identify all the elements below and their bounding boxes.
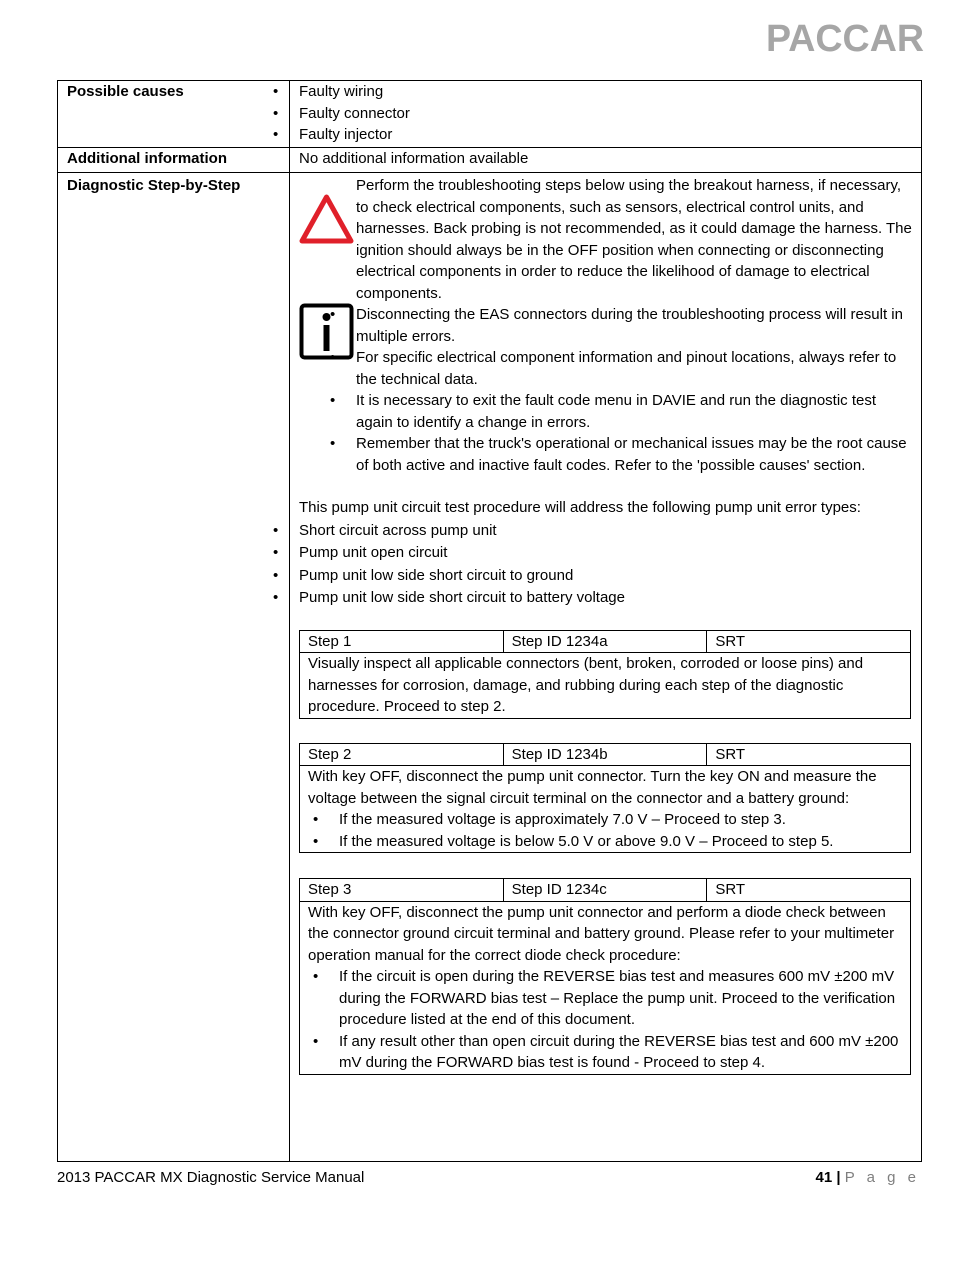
list-item: • Pump unit low side short circuit to battery voltage [299,587,912,610]
footer-manual-title: 2013 PACCAR MX Diagnostic Service Manual [57,1169,365,1186]
list-item: • Faulty injector [299,124,912,146]
step-id: Step ID 1234b [503,743,707,766]
error-types-list [299,520,912,610]
list-item: • For specific electrical component information and pinout locations, always refer to the technical data. [356,347,912,390]
step-id: Step ID 1234c [503,879,707,902]
diagnostic-step-label: Diagnostic Step-by-Step [58,173,290,1162]
page-separator: | [836,1169,841,1186]
step-number: Step 2 [300,743,504,766]
list-item: • It is necessary to exit the fault code menu in DAVIE and run the diagnostic test again to identify a change in errors. [356,390,912,433]
additional-information-value: No additional information available [290,148,922,173]
step-text: With key OFF, disconnect the pump unit connector and perform a diode check between the connector ground circuit terminal and battery ground. Please refer to your multimeter operation manual for the correct diode check procedure: [308,903,895,964]
list-item: • If the measured voltage is below 5.0 V or above 9.0 V – Proceed to step 5. [339,831,902,853]
step-srt: SRT [707,879,911,902]
step-srt: SRT [707,743,911,766]
step-srt: SRT [707,630,911,653]
step-3-table [299,878,911,1075]
list-item: • If the circuit is open during the REVERSE bias test and measures 600 mV ±200 mV during the FORWARD bias test – Replace the pump unit. Proceed to the verification procedure listed at the end of this document. [339,966,902,1031]
paccar-logo [766,18,924,56]
additional-information-label: Additional information [58,148,290,173]
page-footer [57,1167,920,1189]
step-1-table [299,630,911,719]
step-bullets [308,966,902,1074]
warning-text: Perform the troubleshooting steps below using the breakout harness, if necessary, to check electrical components, such as sensors, electrical control units, and harnesses. Back probing is not recommended, as it could damage the harness. The ignition should always be in the OFF position when connecting or disconnecting electrical components in order to reduce the likelihood of damage to electrical components. [356,177,912,302]
page-word: P a g e [844,1169,920,1186]
warning-triangle-icon [299,193,354,245]
list-item: • Pump unit open circuit [299,542,912,565]
list-item: • Disconnecting the EAS connectors during the troubleshooting process will result in multiple errors. [356,304,912,347]
list-item: • Faulty wiring [299,81,912,103]
step-bullets [308,809,902,852]
svg-text:PACCAR: PACCAR [766,18,924,56]
info-icon [299,303,354,360]
step-number: Step 1 [300,630,504,653]
procedure-intro: This pump unit circuit test procedure will address the following pump unit error types: [299,499,861,516]
step-number: Step 3 [300,879,504,902]
step-2-table [299,743,911,854]
step-id: Step ID 1234a [503,630,707,653]
step-text: With key OFF, disconnect the pump unit connector. Turn the key ON and measure the voltage between the signal circuit terminal on the connector and a battery ground: [308,768,877,807]
list-item: • Remember that the truck's operational or mechanical issues may be the root cause of both active and inactive fault codes. Refer to the 'possible causes' section. [356,433,912,476]
list-item: • Short circuit across pump unit [299,520,912,543]
list-item: • Faulty connector [299,103,912,125]
info-notes-list [356,304,912,476]
list-item: • If any result other than open circuit during the REVERSE bias test and 600 mV ±200 mV during the FORWARD bias test is found - Proceed to step 4. [339,1031,902,1074]
page-number-value: 41 [815,1169,833,1186]
list-item: • Pump unit low side short circuit to ground [299,565,912,588]
step-text: Visually inspect all applicable connectors (bent, broken, corroded or loose pins) and harnesses for corrosion, damage, and rubbing during each step of the diagnostic procedure. Proceed to step 2. [308,655,864,715]
possible-causes-label: Possible causes [58,81,290,148]
possible-causes-list [299,81,912,146]
fault-info-table [57,80,922,1162]
list-item: • If the measured voltage is approximately 7.0 V – Proceed to step 3. [339,809,902,831]
page-number [816,1167,921,1189]
